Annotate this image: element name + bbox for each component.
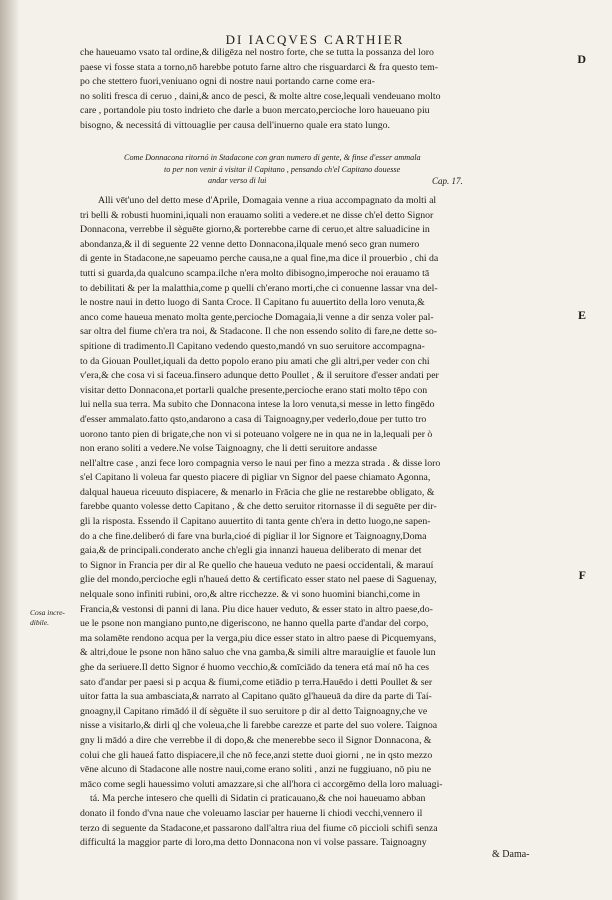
text-line: s'el Capitano li voleua far questo piacere di pigliar vn Signor del paese chiamato Agonna, xyxy=(80,472,431,484)
chapter-number: Cap. 17. xyxy=(432,176,463,186)
text-line: visitar detto Donnacona,et portarli qualche presente,percioche erano stati molto tēpo con xyxy=(80,384,428,396)
text-line: d'esser ammalato.fatto qsto,andarono a casa di Taignoagny,per vederlo,doue per tutto tro xyxy=(80,413,427,425)
paragraph-top xyxy=(80,46,564,134)
text-line: sato d'andar per paesi si p acqua & fiumi,come etiādio p terra.Hauēdo i detti Poullet & ser xyxy=(80,676,433,688)
text-line: gnoagny,il Capitano rimādó il dí sèguēte il suo seruitore p dir al detto Taignoagny,che ve xyxy=(80,705,428,717)
text-line: Donnacona, verrebbe il sèguēte giorno,& porterebbe carne di ceruo,et altre saluadicine in xyxy=(80,224,430,236)
text-line: sar oltra del fiume ch'era tra noi, & Stadacone. Il che non essendo solito di fare,ne dette so- xyxy=(80,326,438,338)
margin-note-line: Cosa incre- xyxy=(30,608,65,617)
text-line: uorono tanto pien di brigate,che non vi si poteuano volgere ne in qua ne in la,lequali per ò xyxy=(80,428,433,440)
text-line: tutti si guarda,da qualcuno scampa.ilche n'era molto dibisogno,imperoche noi erauamo tā xyxy=(80,267,430,279)
margin-note-line: dibile. xyxy=(30,618,49,627)
text-line: abondanza,& il di seguente 22 venne detto Donnacona,ilquale menó seco gran numero xyxy=(80,238,420,250)
heading-line: to per non venir á visitar il Capitano , pensando ch'el Capitano douesse xyxy=(164,164,401,174)
text-line: v'era,& che cosa vi si faceua.finsero adunque detto Poullet , & il seruitore d'esser andati per xyxy=(80,370,439,382)
text-line: che haueuamo vsato tal ordine,& diligēza nel nostro forte, che se tutta la possanza del loro xyxy=(80,47,434,58)
signature-mark-d: D xyxy=(577,52,586,66)
text-line: donato il fondo d'vna naue che voleuamo lasciar per hauerne li chiodi vecchi,vennero il xyxy=(80,807,423,819)
page-gutter-shadow xyxy=(0,0,20,900)
text-line: to da Giouan Poullet,iquali da detto popolo erano piu amati che gli altri,per veder con chi xyxy=(80,355,430,367)
text-line: paese vi fosse stata a torno,nō harebbe potuto farne altro che risguardarci & fra questo tem- xyxy=(80,61,438,73)
text-line: glie del mondo,percioche egli n'haueá detto & certificato esser stato nel paese di Saguenay, xyxy=(80,574,437,586)
text-line: tri belli & robusti huomini,iquali non erauamo soliti a vedere.et ne disse ch'el detto Signor xyxy=(80,209,434,221)
text-line: le nostre naui in detto luogo di Santa Croce. Il Capitano fu auuertito della loro venuta,& xyxy=(80,297,425,309)
heading-line: Come Donnacona ritornó in Stadacone con gran numero di gente, & finse d'esser ammala xyxy=(124,153,421,162)
text-line: di gente in Stadacone,ne sapeuamo perche causa,ne a qual fine,ma dice il prouerbio , chi da xyxy=(80,253,439,265)
text-line: Alli vēt'uno del detto mese d'Aprile, Domagaia venne a riua accompagnato da molti al xyxy=(98,195,437,206)
text-line: ue le psone non mangiano punto,ne digeriscono, ne hanno quella parte d'andar del corpo, xyxy=(80,618,429,630)
text-line: nell'altre case , anzi fece loro compagnia verso le naui per fino a mezza strada . & disse loro xyxy=(80,457,441,469)
text-line: no soliti fresca di ceruo , daini,& anco de pesci, & molte altre cose,lequali vendeuano molto xyxy=(80,90,441,102)
text-line: to debilitati & per la malatthia,come p quelli ch'erano morti,che ci conuenne lassar vna del- xyxy=(80,282,438,294)
running-header: DI IACQVES CARTHIER xyxy=(225,32,405,47)
text-line: uitor fatta la sua ambasciata,& narrato al Capitano quāto gl'haueuā da dire da parte di Taí- xyxy=(80,691,432,703)
text-line: ma solamēte rendono acqua per la verga,piu dice esser stato in altro paese di Picquemyans, xyxy=(80,632,437,644)
text-line: Francia,& vestonsi di panni di lana. Piu dice hauer veduto, & esser stato in altro paese,do- xyxy=(80,603,433,615)
text-line: & altri,doue le psone non hāno saluo che vna gamba,& simili altre marauiglie et fauole lun xyxy=(80,647,436,659)
text-line: gaia,& de principali.conderato anche ch'egli gia innanzi haueua deliberato di menar det xyxy=(80,545,422,557)
text-line: nelquale sono infiniti rubini, oro,& altre ricchezze. & vi sono huomini bianchi,come in xyxy=(80,589,421,601)
text-line: tá. Ma perche intesero che quelli di Sidatin ci praticauano,& che noi haueuamo abban xyxy=(90,793,426,805)
margin-note xyxy=(30,608,78,628)
text-line: do a che fine.deliberó di fare vna burla,cioé di pigliar il lor Signore et Taignoagny,Doma xyxy=(80,530,427,542)
text-line: difficultá la maggior parte di loro,ma detto Donnacona non vi volse passare. Taignoagny xyxy=(80,837,427,849)
text-line: ghe da seriuere.Il detto Signor é huomo vecchio,& comīciādo da tenera etá maí nō ha ces xyxy=(80,662,430,673)
text-line: nisse a visitarlo,& dirli qļ che voleua,che li farebbe carezze et parte del suo volere. Taignoa xyxy=(80,720,438,732)
text-line: terzo di seguente da Stadacone,et passarono dall'altra riua del fiume cō piccioli schifi senza xyxy=(80,822,438,834)
text-line: non erano soliti a vedere.Ne volse Taignoagny, che li detti seruitore andasse xyxy=(80,443,377,455)
paragraph-main xyxy=(80,194,564,851)
text-line: māco come segli hauessimo voluti amazzare,si che all'hora ci accorgēmo della loro maluagi- xyxy=(80,778,443,790)
text-line: vēne alcuno di Stadacone alle nostre naui,come erano soliti , anzi ne fuggiuano, nō piu ne xyxy=(80,764,431,776)
text-line: colui che gli haueá fatto dispiacere,il che nō fece,anzi stette duoi giorni , ne in qsto mezzo xyxy=(80,749,433,761)
text-line: farebbe quanto volesse detto Capitano , & che detto seruitor ritornasse il di seguēte per dir- xyxy=(80,501,437,513)
text-line: po che stettero fuori,veniuano ogni di nostre naui portando carne come era- xyxy=(80,76,375,88)
catchword: & Dama- xyxy=(492,849,530,860)
signature-mark-f: F xyxy=(578,568,586,582)
text-line: gny li mādó a dire che verrebbe il di dopo,& che menerebbe seco il Signor Donnacona, & xyxy=(80,734,432,746)
text-line: dalqual haueua riceuuto dispiacere, & menarlo in Frācia che glie ne restarebbe obligato, & xyxy=(80,486,435,498)
signature-mark-e: E xyxy=(577,308,586,322)
text-line: bisogno, & necessitá di vittouaglie per causa dell'inuerno quale era stato lungo. xyxy=(80,119,391,131)
heading-line: andar verso di lui xyxy=(208,176,267,185)
text-line: to Signor in Francia per dir al Re quello che haueua veduto ne paesi occidentali, & marauí xyxy=(80,559,434,571)
text-line: care , portandole piu tosto indrieto che darle a buon mercato,percioche loro haueuano piu xyxy=(80,105,430,117)
text-line: gli la risposta. Essendo il Capitano auuertito di tanta gente ch'era in detto luogo,ne sapen- xyxy=(80,516,431,528)
text-line: lui nella sua terra. Ma subito che Donnacona intese la loro venuta,si messe in letto fingēdo xyxy=(80,399,435,411)
text-line: anco come haueua menato molta gente,percioche Domagaia,li venne a dir senza voler pal- xyxy=(80,311,434,323)
text-line: spitione di tradimento.Il Capitano vedendo questo,mandó vn suo seruitore accompagna- xyxy=(80,340,425,352)
